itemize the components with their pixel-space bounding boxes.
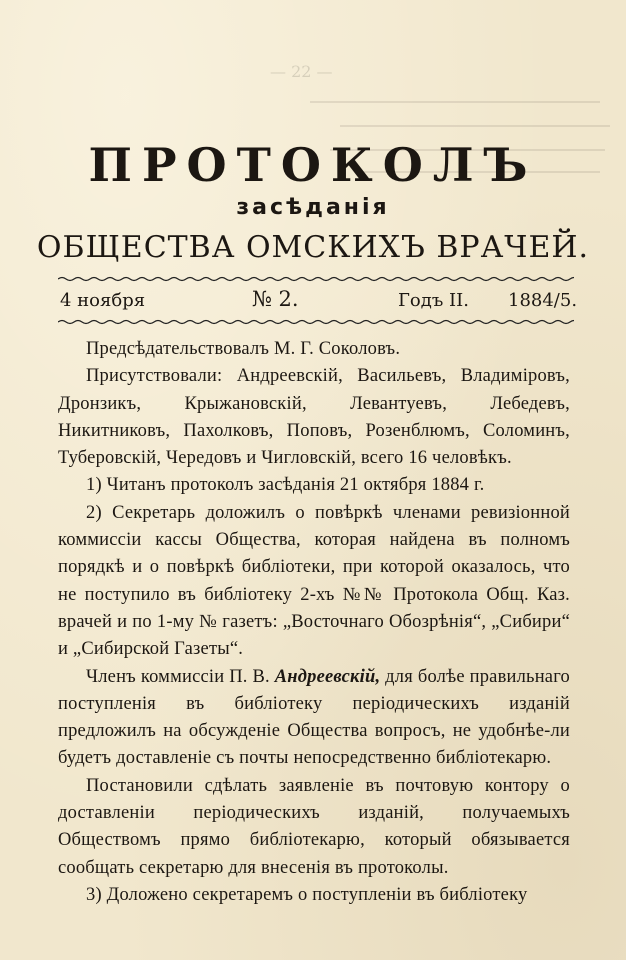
item-2-paragraph: 2) Секретарь доложилъ о повѣркѣ членами ревизіонной коммиссіи кассы Общества, которая найдена въ полномъ порядкѣ и о повѣркѣ библіотеки, при которой оказалось, что не поступило въ библіотеку 2-хъ №№ Протокола Общ. Каз. врачей и по 1-му № газетъ: „Восточнаго Обозрѣнія“, „Сибири“ и „Сибирской Газеты“. [58,502,570,660]
wavy-rule-bottom [58,319,574,325]
resolution-paragraph: Постановили сдѣлать заявленіе въ почтовую контору о доставленіи періодическихъ изданій, получаемыхъ Обществомъ прямо библіотекарю, который обязывается сообщать секретарю для внесенія въ протоколы. [58,775,570,878]
wavy-rule-top [58,276,574,282]
protocol-body [58,336,570,909]
issue-year: Годъ II. [398,290,469,311]
issue-session: 1884/5. [508,290,578,311]
proposal-lead: Членъ коммиссіи П. В. [86,666,275,687]
issue-date: 4 ноября [60,290,146,311]
item-3-paragraph: 3) Доложено секретаремъ о поступленіи въ библіотеку [86,884,528,905]
member-name: Андреевскій, [274,666,381,687]
page-number-bleed: — 22 — [270,62,333,81]
attendees-paragraph: Присутствовали: Андреевскій, Васильевъ, Владиміровъ, Дронзикъ, Крыжановскій, Левантуевъ, Лебедевъ, Никитниковъ, Пахолковъ, Поповъ, Розенблюмъ, Соломинъ, Туберовскій, Чередовъ и Чигловскій, всего 16 человѣкъ. [58,366,570,469]
proposal-text: для болѣе правильнаго поступленія въ библіотеку періодическихъ изданій предложилъ на обсужденіе Общества вопросъ, не удобнѣе-ли будетъ доставленіе съ почты непосредственно библіотекарю. [58,666,570,769]
commission-proposal-paragraph [58,664,570,773]
item-1-paragraph: 1) Читанъ протоколъ засѣданія 21 октября 1884 г. [86,475,485,496]
issue-number: № 2. [252,287,299,311]
session-subtitle: засѣданія [236,195,390,220]
chairman-paragraph: Предсѣдательствовалъ М. Г. Соколовъ. [86,339,401,359]
society-name: ОБЩЕСТВА ОМСКИХЪ ВРАЧЕЙ. [36,230,590,265]
protocol-title: ПРОТОКОЛЪ [88,138,538,192]
